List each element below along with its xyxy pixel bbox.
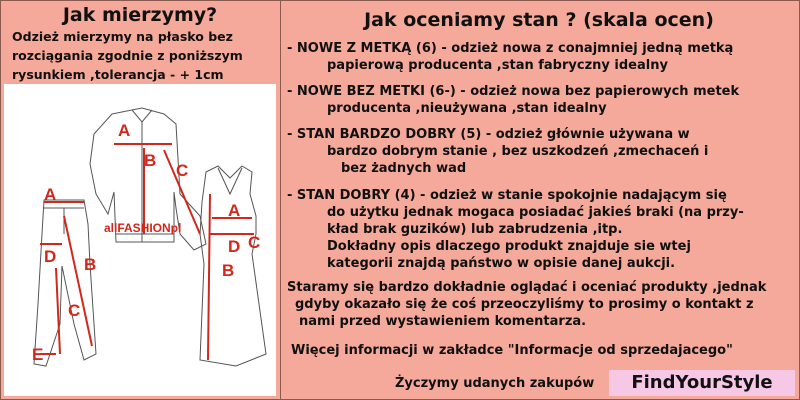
measure-panel xyxy=(0,0,280,400)
grading-panel xyxy=(283,0,795,400)
label-c-jacket: C xyxy=(176,161,189,180)
grade-line: - NOWE BEZ METKI (6-) - odzież nowa bez papierowych metek xyxy=(287,84,740,99)
grade-line: Dokładny opis dlaczego produkt znajduje sie wtej xyxy=(327,239,691,254)
grade-line: bez żadnych wad xyxy=(341,161,467,176)
more-info-text: Więcej informacji w zakładce "Informacje od sprzedajacego" xyxy=(291,343,733,358)
label-b-trousers: B xyxy=(84,255,97,274)
grade-good xyxy=(287,187,793,272)
brand-badge: FindYourStyle xyxy=(609,370,795,396)
label-b-dress: B xyxy=(222,261,235,280)
measure-description: Odzież mierzymy na płasko bez rozciągania zgodnie z poniższym rysunkiem ,tolerancja - + 1cm xyxy=(12,29,243,82)
grading-title: Jak oceniamy stan ? (skala ocen) xyxy=(364,9,714,31)
grade-line: producenta ,nieużywana ,stan idealny xyxy=(327,101,607,116)
measure-title: Jak mierzymy? xyxy=(62,4,218,26)
grade-line: bardzo dobrym stanie , bez uszkodzeń ,zmechaceń i xyxy=(327,144,709,159)
label-e-trousers: E xyxy=(32,345,44,364)
measurement-diagram xyxy=(4,84,276,396)
wish-text: Życzymy udanych zakupów xyxy=(395,376,595,391)
note-line: Staramy się bardzo dokładnie oglądać i oceniać produkty ,jednak xyxy=(287,280,767,295)
watermark: allFASHIONpl xyxy=(104,221,182,235)
label-c-dress: C xyxy=(248,233,261,252)
garment-sketches xyxy=(4,84,276,396)
label-d-trousers: D xyxy=(44,247,57,266)
grade-line: - STAN DOBRY (4) - odzież w stanie spokojnie nadającym się xyxy=(287,188,727,203)
grade-new-no-tag xyxy=(287,83,793,117)
note-line: nami przed wystawieniem komentarza. xyxy=(299,314,587,329)
grade-line: do użytku jednak mogaca posiadać jakieś braki (na przy- xyxy=(327,205,744,220)
grade-line: papierową producenta ,stan fabryczny idealny xyxy=(327,58,668,73)
column-divider xyxy=(280,0,281,400)
label-c-trousers: C xyxy=(68,301,81,320)
note-line: gdyby okazało się że coś przeoczyliśmy to prosimy o kontakt z xyxy=(295,297,754,312)
label-b-jacket: B xyxy=(144,151,157,170)
contact-note xyxy=(287,279,793,330)
grade-very-good xyxy=(287,126,793,177)
grade-line: - STAN BARDZO DOBRY (5) - odzież głównie używana w xyxy=(287,127,690,142)
label-d-dress: D xyxy=(228,237,241,256)
grade-line: - NOWE Z METKĄ (6) - odzież nowa z conajmniej jedną metką xyxy=(287,41,734,56)
grade-line: kład brak guzików) lub zabrudzenia ,itp. xyxy=(327,222,623,237)
label-a-jacket: A xyxy=(118,121,131,140)
label-a-dress: A xyxy=(228,201,241,220)
label-a-trousers: A xyxy=(44,185,57,204)
grade-new-with-tag xyxy=(287,40,793,74)
grade-line: kategorii znajdą państwo w opisie danej aukcji. xyxy=(327,256,676,271)
